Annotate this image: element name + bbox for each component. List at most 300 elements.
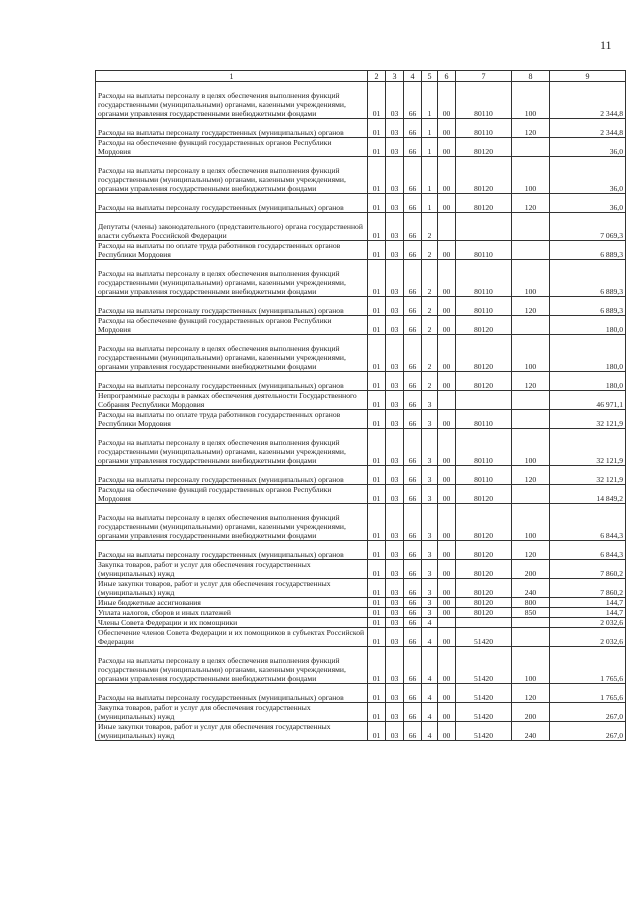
cell-direction: 00: [438, 466, 456, 485]
cell-amount: 7 860,2: [550, 560, 626, 579]
cell-expense-code: 80120: [456, 579, 512, 598]
cell-amount: 2 032,6: [550, 628, 626, 647]
cell-description: Расходы на выплаты персоналу в целях обеспечения выполнения функций государственными (муниципальными) органами, казенными учреждениями, органами управления государственными внебюджетными фондами: [96, 647, 368, 684]
cell-section: 01: [368, 241, 386, 260]
cell-subprogram: 3: [422, 598, 438, 608]
cell-expense-code: [456, 618, 512, 628]
cell-amount: 36,0: [550, 194, 626, 213]
cell-description: Расходы на обеспечение функций государственных органов Республики Мордовия: [96, 316, 368, 335]
table-row: [96, 82, 626, 119]
cell-direction: 00: [438, 82, 456, 119]
cell-program: 66: [404, 316, 422, 335]
cell-expense-code: 80120: [456, 372, 512, 391]
cell-expense-code: 80120: [456, 335, 512, 372]
cell-direction: [438, 213, 456, 241]
cell-program: 66: [404, 684, 422, 703]
cell-expense-code: 80110: [456, 82, 512, 119]
cell-direction: 00: [438, 241, 456, 260]
cell-subsection: 03: [386, 372, 404, 391]
cell-direction: 00: [438, 628, 456, 647]
cell-amount: 267,0: [550, 703, 626, 722]
cell-section: 01: [368, 466, 386, 485]
cell-subprogram: 3: [422, 560, 438, 579]
cell-amount: 7 860,2: [550, 579, 626, 598]
cell-expense-type: 120: [512, 466, 550, 485]
table-header: [96, 71, 626, 82]
cell-program: 66: [404, 138, 422, 157]
cell-amount: 6 844,3: [550, 541, 626, 560]
cell-amount: 180,0: [550, 372, 626, 391]
cell-description: Обеспечение членов Совета Федерации и их помощников в субъектах Российской Федерации: [96, 628, 368, 647]
cell-subprogram: 3: [422, 608, 438, 618]
cell-subsection: 03: [386, 138, 404, 157]
cell-amount: 1 765,6: [550, 684, 626, 703]
cell-subsection: 03: [386, 213, 404, 241]
table-row: [96, 391, 626, 410]
cell-expense-code: 80110: [456, 241, 512, 260]
cell-subprogram: 3: [422, 541, 438, 560]
cell-direction: 00: [438, 485, 456, 504]
cell-direction: [438, 391, 456, 410]
cell-subsection: 03: [386, 541, 404, 560]
cell-expense-type: 100: [512, 157, 550, 194]
cell-direction: 00: [438, 647, 456, 684]
cell-description: Уплата налогов, сборов и иных платежей: [96, 608, 368, 618]
cell-subprogram: 2: [422, 316, 438, 335]
cell-expense-type: 100: [512, 429, 550, 466]
cell-subsection: 03: [386, 260, 404, 297]
cell-section: 01: [368, 560, 386, 579]
header-cell: 3: [386, 71, 404, 82]
cell-expense-code: 51420: [456, 684, 512, 703]
cell-program: 66: [404, 297, 422, 316]
cell-subsection: 03: [386, 703, 404, 722]
header-cell: 5: [422, 71, 438, 82]
table-row: [96, 194, 626, 213]
cell-expense-type: [512, 138, 550, 157]
cell-direction: 00: [438, 579, 456, 598]
cell-direction: 00: [438, 608, 456, 618]
cell-program: 66: [404, 598, 422, 608]
cell-expense-code: 51420: [456, 703, 512, 722]
cell-expense-type: 120: [512, 119, 550, 138]
cell-subsection: 03: [386, 722, 404, 741]
cell-description: Иные бюджетные ассигнования: [96, 598, 368, 608]
cell-amount: 144,7: [550, 598, 626, 608]
cell-section: 01: [368, 260, 386, 297]
cell-subprogram: 3: [422, 391, 438, 410]
table-row: [96, 260, 626, 297]
header-cell: 1: [96, 71, 368, 82]
cell-expense-type: 100: [512, 504, 550, 541]
table-row: [96, 628, 626, 647]
cell-expense-type: 120: [512, 684, 550, 703]
cell-expense-code: 51420: [456, 722, 512, 741]
table-row: [96, 618, 626, 628]
cell-section: 01: [368, 138, 386, 157]
cell-subsection: 03: [386, 410, 404, 429]
cell-expense-type: 120: [512, 194, 550, 213]
cell-amount: 32 121,9: [550, 410, 626, 429]
cell-expense-code: 80120: [456, 157, 512, 194]
cell-expense-type: 240: [512, 722, 550, 741]
cell-direction: 00: [438, 504, 456, 541]
cell-expense-type: 200: [512, 560, 550, 579]
cell-description: Расходы на выплаты по оплате труда работников государственных органов Республики Мордовия: [96, 241, 368, 260]
table-row: [96, 541, 626, 560]
cell-program: 66: [404, 335, 422, 372]
cell-amount: 14 849,2: [550, 485, 626, 504]
cell-direction: 00: [438, 703, 456, 722]
cell-subsection: 03: [386, 297, 404, 316]
cell-section: 01: [368, 410, 386, 429]
cell-amount: 180,0: [550, 316, 626, 335]
table-row: [96, 608, 626, 618]
table-row: [96, 213, 626, 241]
cell-expense-type: [512, 410, 550, 429]
cell-description: Расходы на выплаты персоналу государственных (муниципальных) органов: [96, 297, 368, 316]
cell-description: Члены Совета Федерации и их помощники: [96, 618, 368, 628]
cell-direction: 00: [438, 684, 456, 703]
cell-expense-code: 51420: [456, 628, 512, 647]
table-row: [96, 598, 626, 608]
cell-amount: 6 889,3: [550, 241, 626, 260]
cell-expense-type: 120: [512, 372, 550, 391]
cell-program: 66: [404, 391, 422, 410]
header-cell: 2: [368, 71, 386, 82]
cell-expense-code: 80120: [456, 560, 512, 579]
cell-program: 66: [404, 485, 422, 504]
cell-section: 01: [368, 618, 386, 628]
cell-section: 01: [368, 579, 386, 598]
table-row: [96, 157, 626, 194]
cell-subprogram: 4: [422, 618, 438, 628]
cell-subsection: 03: [386, 598, 404, 608]
cell-description: Расходы на выплаты персоналу в целях обеспечения выполнения функций государственными (муниципальными) органами, казенными учреждениями, органами управления государственными внебюджетными фондами: [96, 82, 368, 119]
cell-program: 66: [404, 241, 422, 260]
table-row: [96, 316, 626, 335]
cell-subprogram: 2: [422, 372, 438, 391]
cell-expense-code: 80110: [456, 260, 512, 297]
table-row: [96, 466, 626, 485]
cell-program: 66: [404, 410, 422, 429]
cell-expense-type: [512, 391, 550, 410]
cell-program: 66: [404, 82, 422, 119]
cell-program: 66: [404, 703, 422, 722]
cell-program: 66: [404, 157, 422, 194]
cell-expense-code: 80120: [456, 541, 512, 560]
cell-description: Непрограммные расходы в рамках обеспечения деятельности Государственного Собрания Республики Мордовия: [96, 391, 368, 410]
cell-subprogram: 4: [422, 703, 438, 722]
cell-amount: 6 889,3: [550, 260, 626, 297]
cell-amount: 2 344,8: [550, 119, 626, 138]
cell-amount: 267,0: [550, 722, 626, 741]
cell-expense-code: 80120: [456, 598, 512, 608]
cell-description: Расходы на выплаты персоналу государственных (муниципальных) органов: [96, 194, 368, 213]
cell-section: 01: [368, 391, 386, 410]
cell-expense-type: 200: [512, 703, 550, 722]
cell-subprogram: 3: [422, 429, 438, 466]
cell-section: 01: [368, 722, 386, 741]
cell-expense-code: [456, 213, 512, 241]
cell-description: Расходы на выплаты персоналу в целях обеспечения выполнения функций государственными (муниципальными) органами, казенными учреждениями, органами управления государственными внебюджетными фондами: [96, 335, 368, 372]
cell-description: Расходы на выплаты персоналу государственных (муниципальных) органов: [96, 541, 368, 560]
cell-direction: 00: [438, 335, 456, 372]
cell-amount: 144,7: [550, 608, 626, 618]
table-row: [96, 703, 626, 722]
cell-subprogram: 3: [422, 466, 438, 485]
cell-description: Расходы на выплаты персоналу в целях обеспечения выполнения функций государственными (муниципальными) органами, казенными учреждениями, органами управления государственными внебюджетными фондами: [96, 504, 368, 541]
header-cell: 9: [550, 71, 626, 82]
cell-section: 01: [368, 119, 386, 138]
cell-subsection: 03: [386, 608, 404, 618]
cell-section: 01: [368, 608, 386, 618]
cell-expense-code: 80110: [456, 429, 512, 466]
cell-program: 66: [404, 213, 422, 241]
cell-direction: 00: [438, 194, 456, 213]
cell-subsection: 03: [386, 618, 404, 628]
header-cell: 4: [404, 71, 422, 82]
cell-amount: 6 844,3: [550, 504, 626, 541]
cell-description: Иные закупки товаров, работ и услуг для обеспечения государственных (муниципальных) нужд: [96, 579, 368, 598]
cell-subprogram: 2: [422, 260, 438, 297]
cell-amount: 36,0: [550, 157, 626, 194]
cell-amount: 36,0: [550, 138, 626, 157]
cell-section: 01: [368, 213, 386, 241]
cell-description: Расходы на обеспечение функций государственных органов Республики Мордовия: [96, 485, 368, 504]
cell-section: 01: [368, 335, 386, 372]
cell-subsection: 03: [386, 579, 404, 598]
cell-expense-code: 51420: [456, 647, 512, 684]
cell-direction: 00: [438, 119, 456, 138]
header-cell: 7: [456, 71, 512, 82]
cell-subsection: 03: [386, 466, 404, 485]
cell-subprogram: 2: [422, 335, 438, 372]
cell-program: 66: [404, 372, 422, 391]
cell-amount: 180,0: [550, 335, 626, 372]
cell-amount: 32 121,9: [550, 466, 626, 485]
cell-subsection: 03: [386, 82, 404, 119]
cell-subprogram: 1: [422, 82, 438, 119]
cell-program: 66: [404, 608, 422, 618]
cell-subprogram: 3: [422, 504, 438, 541]
cell-expense-type: 800: [512, 598, 550, 608]
cell-description: Расходы на выплаты персоналу в целях обеспечения выполнения функций государственными (муниципальными) органами, казенными учреждениями, органами управления государственными внебюджетными фондами: [96, 429, 368, 466]
cell-subsection: 03: [386, 391, 404, 410]
cell-expense-type: [512, 628, 550, 647]
cell-description: Расходы на выплаты персоналу государственных (муниципальных) органов: [96, 466, 368, 485]
cell-amount: 6 889,3: [550, 297, 626, 316]
cell-subprogram: 1: [422, 157, 438, 194]
table-row: [96, 138, 626, 157]
cell-expense-code: 80110: [456, 466, 512, 485]
cell-subsection: 03: [386, 157, 404, 194]
cell-program: 66: [404, 560, 422, 579]
cell-subprogram: 3: [422, 485, 438, 504]
cell-direction: 00: [438, 260, 456, 297]
cell-subprogram: 3: [422, 410, 438, 429]
budget-table: [95, 70, 626, 741]
cell-program: 66: [404, 466, 422, 485]
cell-subsection: 03: [386, 485, 404, 504]
table-row: [96, 485, 626, 504]
cell-direction: 00: [438, 722, 456, 741]
cell-section: 01: [368, 297, 386, 316]
cell-subsection: 03: [386, 628, 404, 647]
table-row: [96, 335, 626, 372]
cell-subsection: 03: [386, 429, 404, 466]
cell-expense-code: 80120: [456, 316, 512, 335]
table-row: [96, 372, 626, 391]
cell-section: 01: [368, 647, 386, 684]
cell-description: Расходы на выплаты персоналу государственных (муниципальных) органов: [96, 684, 368, 703]
page-number: 11: [600, 38, 612, 52]
cell-program: 66: [404, 194, 422, 213]
cell-subprogram: 1: [422, 119, 438, 138]
cell-description: Расходы на выплаты по оплате труда работников государственных органов Республики Мордовия: [96, 410, 368, 429]
cell-expense-type: [512, 485, 550, 504]
cell-program: 66: [404, 119, 422, 138]
cell-subprogram: 3: [422, 579, 438, 598]
table-row: [96, 297, 626, 316]
cell-subsection: 03: [386, 194, 404, 213]
cell-subprogram: 1: [422, 194, 438, 213]
cell-description: Депутаты (члены) законодательного (представительного) органа государственной власти субъекта Российской Федерации: [96, 213, 368, 241]
cell-section: 01: [368, 82, 386, 119]
cell-amount: 7 069,3: [550, 213, 626, 241]
cell-section: 01: [368, 598, 386, 608]
cell-subprogram: 2: [422, 241, 438, 260]
header-cell: 6: [438, 71, 456, 82]
table-row: [96, 504, 626, 541]
cell-subsection: 03: [386, 335, 404, 372]
cell-description: Расходы на выплаты персоналу в целях обеспечения выполнения функций государственными (муниципальными) органами, казенными учреждениями, органами управления государственными внебюджетными фондами: [96, 260, 368, 297]
cell-direction: 00: [438, 429, 456, 466]
cell-expense-type: 100: [512, 260, 550, 297]
cell-expense-code: 80120: [456, 504, 512, 541]
cell-description: Закупка товаров, работ и услуг для обеспечения государственных (муниципальных) нужд: [96, 560, 368, 579]
cell-section: 01: [368, 684, 386, 703]
cell-direction: 00: [438, 541, 456, 560]
cell-expense-code: 80110: [456, 410, 512, 429]
cell-subprogram: 2: [422, 297, 438, 316]
cell-section: 01: [368, 194, 386, 213]
cell-subprogram: 4: [422, 647, 438, 684]
table-row: [96, 429, 626, 466]
cell-description: Расходы на выплаты персоналу в целях обеспечения выполнения функций государственными (муниципальными) органами, казенными учреждениями, органами управления государственными внебюджетными фондами: [96, 157, 368, 194]
cell-expense-type: [512, 213, 550, 241]
table-row: [96, 119, 626, 138]
cell-description: Закупка товаров, работ и услуг для обеспечения государственных (муниципальных) нужд: [96, 703, 368, 722]
cell-program: 66: [404, 541, 422, 560]
cell-subsection: 03: [386, 504, 404, 541]
cell-expense-type: 850: [512, 608, 550, 618]
cell-description: Расходы на выплаты персоналу государственных (муниципальных) органов: [96, 119, 368, 138]
cell-description: Иные закупки товаров, работ и услуг для обеспечения государственных (муниципальных) нужд: [96, 722, 368, 741]
cell-expense-code: 80120: [456, 194, 512, 213]
cell-direction: 00: [438, 410, 456, 429]
cell-section: 01: [368, 485, 386, 504]
cell-direction: 00: [438, 560, 456, 579]
cell-section: 01: [368, 372, 386, 391]
cell-section: 01: [368, 628, 386, 647]
cell-section: 01: [368, 316, 386, 335]
cell-direction: 00: [438, 297, 456, 316]
cell-description: Расходы на обеспечение функций государственных органов Республики Мордовия: [96, 138, 368, 157]
cell-amount: 2 344,8: [550, 82, 626, 119]
cell-expense-type: 100: [512, 82, 550, 119]
table-row: [96, 684, 626, 703]
cell-subsection: 03: [386, 316, 404, 335]
cell-expense-code: 80110: [456, 119, 512, 138]
cell-subsection: 03: [386, 119, 404, 138]
cell-expense-type: [512, 316, 550, 335]
cell-direction: 00: [438, 157, 456, 194]
cell-program: 66: [404, 429, 422, 466]
cell-program: 66: [404, 722, 422, 741]
cell-amount: 32 121,9: [550, 429, 626, 466]
cell-description: Расходы на выплаты персоналу государственных (муниципальных) органов: [96, 372, 368, 391]
cell-section: 01: [368, 703, 386, 722]
header-cell: 8: [512, 71, 550, 82]
table-row: [96, 410, 626, 429]
cell-section: 01: [368, 157, 386, 194]
cell-expense-code: [456, 391, 512, 410]
cell-amount: 46 971,1: [550, 391, 626, 410]
table-row: [96, 647, 626, 684]
cell-subprogram: 4: [422, 628, 438, 647]
table-row: [96, 722, 626, 741]
cell-expense-code: 80110: [456, 297, 512, 316]
cell-section: 01: [368, 541, 386, 560]
table-row: [96, 560, 626, 579]
cell-amount: 2 032,6: [550, 618, 626, 628]
cell-program: 66: [404, 647, 422, 684]
cell-amount: 1 765,6: [550, 647, 626, 684]
cell-expense-code: 80120: [456, 138, 512, 157]
cell-subprogram: 1: [422, 138, 438, 157]
cell-program: 66: [404, 618, 422, 628]
cell-section: 01: [368, 504, 386, 541]
cell-program: 66: [404, 260, 422, 297]
cell-program: 66: [404, 579, 422, 598]
cell-expense-type: 240: [512, 579, 550, 598]
cell-direction: [438, 618, 456, 628]
table-row: [96, 241, 626, 260]
cell-subsection: 03: [386, 647, 404, 684]
cell-direction: 00: [438, 138, 456, 157]
table-row: [96, 579, 626, 598]
cell-expense-code: 80120: [456, 608, 512, 618]
cell-section: 01: [368, 429, 386, 466]
cell-expense-type: 120: [512, 541, 550, 560]
cell-program: 66: [404, 628, 422, 647]
cell-expense-type: 100: [512, 647, 550, 684]
cell-subsection: 03: [386, 560, 404, 579]
cell-subprogram: 4: [422, 722, 438, 741]
cell-direction: 00: [438, 372, 456, 391]
cell-expense-type: [512, 618, 550, 628]
cell-expense-type: 100: [512, 335, 550, 372]
cell-direction: 00: [438, 316, 456, 335]
cell-expense-code: 80120: [456, 485, 512, 504]
cell-subprogram: 4: [422, 684, 438, 703]
cell-expense-type: 120: [512, 297, 550, 316]
cell-expense-type: [512, 241, 550, 260]
cell-subprogram: 2: [422, 213, 438, 241]
cell-subsection: 03: [386, 241, 404, 260]
cell-subsection: 03: [386, 684, 404, 703]
